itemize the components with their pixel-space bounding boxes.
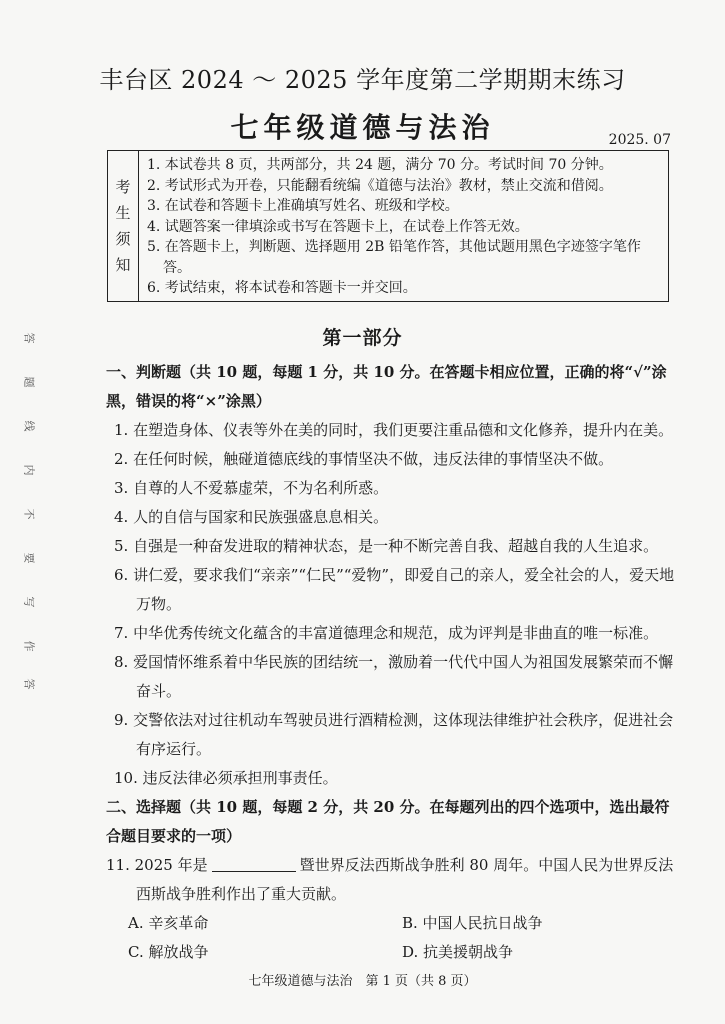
section-heading-choice: 二、选择题（共 10 题，每题 2 分，共 20 分。在每题列出的四个选项中，选出最符合题目要求的一项） [106, 798, 670, 845]
question-item: 10. 违反法律必须承担刑事责任。 [114, 769, 338, 787]
question-item: 3. 自尊的人不爱慕虚荣，不为名利所惑。 [114, 479, 389, 497]
question-item: 9. 交警依法对过往机动车驾驶员进行酒精检测，这体现法律维护社会秩序，促进社会有序运行。 [114, 711, 674, 758]
q11-options [106, 909, 676, 967]
questions-content [106, 358, 676, 967]
exam-date: 2025. 07 [608, 132, 671, 148]
question-item: 2. 在任何时候，触碰道德底线的事情坚决不做，违反法律的事情坚决不做。 [114, 450, 614, 468]
option-a: A. 辛亥革命 [128, 914, 209, 932]
notice-item: 3. 在试卷和答题卡上准确填写姓名、班级和学校。 [147, 198, 459, 214]
answer-blank [212, 855, 296, 872]
candidate-notice-box [107, 150, 669, 302]
question-item: 1. 在塑造身体、仪表等外在美的同时，我们更要注重品德和文化修养，提升内在美。 [114, 421, 674, 439]
exam-title: 丰台区 2024 ～ 2025 学年度第二学期期末练习 [99, 66, 626, 94]
subject-title: 七年级道德与法治 [230, 111, 495, 144]
page-footer: 七年级道德与法治 第 1 页（共 8 页） [248, 974, 477, 989]
notice-item: 5. 在答题卡上，判断题、选择题用 2B 铅笔作答，其他试题用黑色字迹签字笔作答。 [147, 239, 641, 276]
notice-label-char: 生 [115, 204, 131, 222]
option-c: C. 解放战争 [128, 943, 209, 961]
notice-item: 1. 本试卷共 8 页，共两部分，共 24 题，满分 70 分。考试时间 70 分钟。 [147, 157, 613, 173]
margin-char: 作 [22, 640, 36, 652]
margin-char: 内 [22, 464, 36, 476]
q11-suffix: 暨世界反法西斯战争胜利 80 周年。中国人民为世界反法西斯战争胜利作出了重大贡献。 [136, 856, 674, 903]
question-item: 7. 中华优秀传统文化蕴含的丰富道德理念和规范，成为评判是非曲直的唯一标准。 [114, 624, 659, 642]
notice-item: 4. 试题答案一律填涂或书写在答题卡上，在试卷上作答无效。 [147, 218, 529, 235]
option-d: D. 抗美援朝战争 [402, 943, 514, 961]
part-title: 第一部分 [322, 327, 403, 349]
question-item: 5. 自强是一种奋发进取的精神状态，是一种不断完善自我、超越自我的人生追求。 [114, 537, 659, 555]
margin-char: 不 [22, 508, 36, 520]
question-item: 4. 人的自信与国家和民族强盛息息相关。 [114, 508, 389, 526]
margin-char: 答 [22, 332, 36, 344]
q11-prefix: 11. 2025 年是 [106, 856, 208, 874]
notice-label [108, 151, 139, 301]
notice-label-char: 知 [115, 256, 131, 274]
notice-label-char: 须 [115, 230, 131, 248]
margin-char: 答 [22, 678, 36, 690]
margin-char: 写 [22, 596, 36, 608]
notice-items [139, 151, 668, 301]
question-item: 6. 讲仁爱，要求我们“亲亲”“仁民”“爱物”，即爱自己的亲人，爱全社会的人，爱天地万物。 [114, 566, 675, 613]
notice-item: 2. 考试形式为开卷，只能翻看统编《道德与法治》教材，禁止交流和借阅。 [147, 177, 613, 194]
notice-label-char: 考 [115, 178, 131, 196]
question-item-11 [106, 851, 676, 909]
option-b: B. 中国人民抗日战争 [402, 914, 543, 932]
question-item: 8. 爱国情怀维系着中华民族的团结统一，激励着一代代中国人为祖国发展繁荣而不懈奋斗。 [114, 653, 674, 700]
section-heading-judgement: 一、判断题（共 10 题，每题 1 分，共 10 分。在答题卡相应位置，正确的将“√”涂黑，错误的将“×”涂黑） [106, 363, 667, 410]
margin-char: 题 [22, 376, 36, 388]
margin-char: 要 [22, 552, 36, 564]
binding-margin [12, 330, 52, 690]
notice-item: 6. 考试结束，将本试卷和答题卡一并交回。 [147, 280, 417, 296]
margin-char: 线 [22, 420, 36, 432]
